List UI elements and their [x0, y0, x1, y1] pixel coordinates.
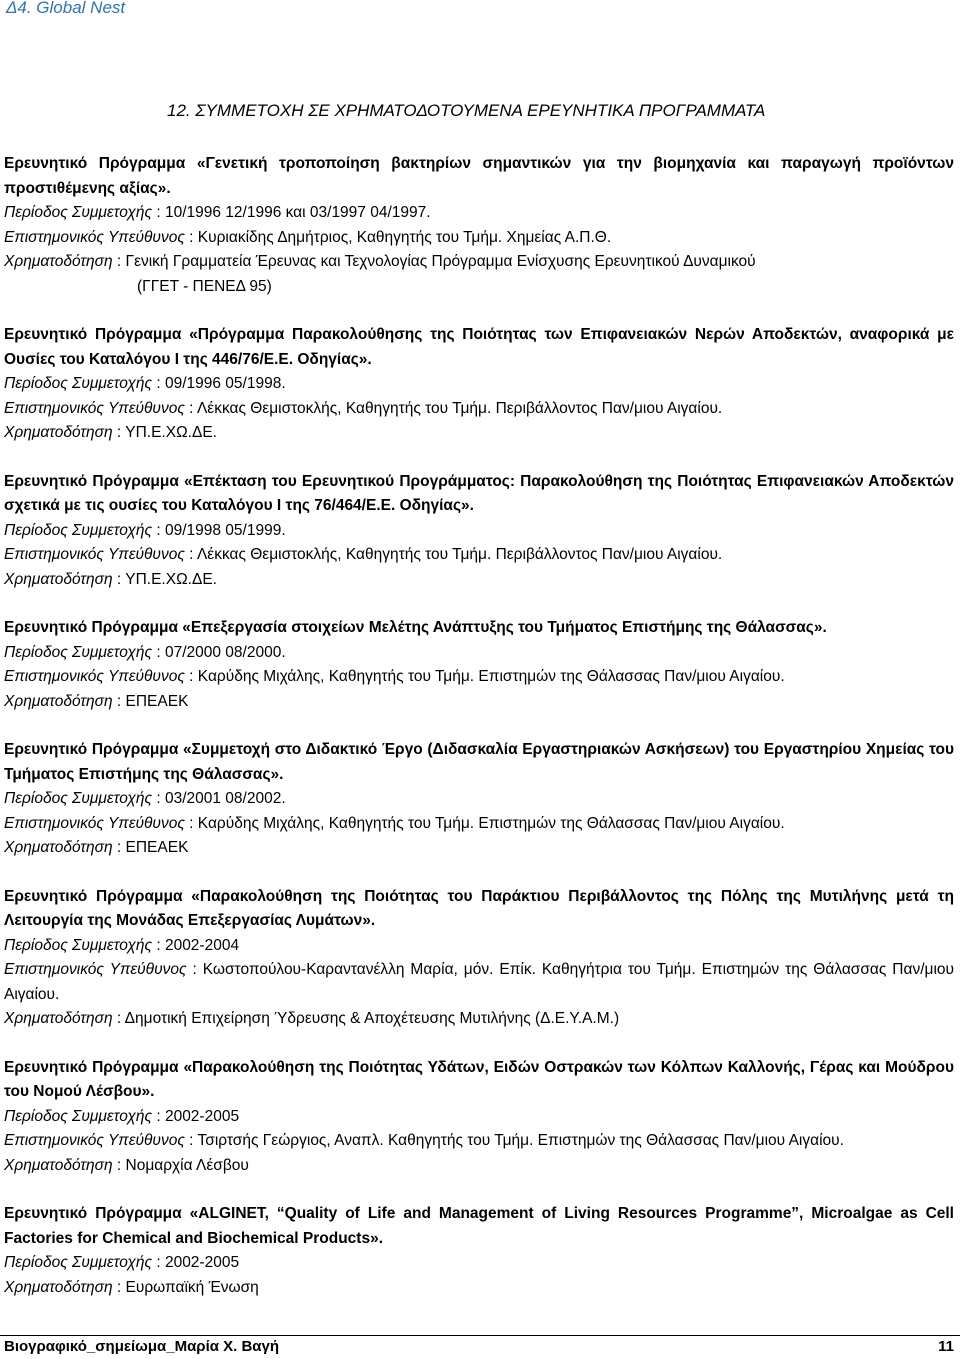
supervisor-value: : Καρύδης Μιχάλης, Καθηγητής του Τμήμ. Επιστημών της Θάλασσας Παν/μιου Αιγαίου.	[184, 668, 785, 685]
program-supervisor	[4, 665, 954, 690]
program-title: Ερευνητικό Πρόγραμμα «Γενετική τροποποίηση βακτηρίων σημαντικών για την βιομηχανία και παραγωγή προϊόντων προστιθέμενης αξίας».	[4, 155, 954, 197]
period-value: : 2002-2005	[152, 1254, 240, 1271]
funding-value: : Δημοτική Επιχείρηση Ύδρευσης & Αποχέτευσης Μυτιλήνης (Δ.Ε.Υ.Α.Μ.)	[112, 1010, 620, 1027]
supervisor-value: : Λέκκας Θεμιστοκλής, Καθηγητής του Τμήμ. Περιβάλλοντος Παν/μιου Αιγαίου.	[184, 546, 723, 563]
program-supervisor	[4, 812, 954, 837]
funding-value: : ΥΠ.Ε.ΧΩ.ΔΕ.	[112, 570, 217, 588]
funding-extra: (ΓΓΕΤ - ΠΕΝΕΔ 95)	[137, 277, 272, 295]
period-value: : 03/2001 08/2002.	[152, 790, 286, 807]
period-label: Περίοδος Συμμετοχής	[4, 1107, 153, 1125]
period-label: Περίοδος Συμμετοχής	[4, 643, 153, 661]
period-value: : 07/2000 08/2000.	[152, 643, 286, 661]
program-entry	[4, 738, 954, 861]
period-label: Περίοδος Συμμετοχής	[4, 936, 153, 954]
supervisor-value: : Κωστοπούλου-Καραντανέλλη Μαρία, μόν. Επίκ. Καθηγήτρια του Τμήμ. Επιστημών της Θάλασσας Παν/μιου Αιγαίου.	[4, 961, 954, 1003]
program-funding	[4, 1007, 954, 1032]
funding-label: Χρηματοδότηση	[4, 1010, 113, 1027]
footer-document-name: Βιογραφικό_σημείωμα_Μαρία Χ. Βαγή	[4, 1338, 280, 1355]
period-value: : 09/1996 05/1998.	[152, 375, 286, 392]
program-funding	[4, 568, 954, 593]
supervisor-label: Επιστημονικός Υπεύθυνος	[4, 1132, 185, 1149]
period-value: : 2002-2005	[152, 1107, 240, 1125]
program-title: Ερευνητικό Πρόγραμμα «Παρακολούθηση της Ποιότητας του Παράκτιου Περιβάλλοντος της Πόλης της Μυτιλήνης μετά τη Λειτουργία της Μονάδας Επεξεργασίας Λυμάτων».	[4, 887, 954, 929]
program-period	[4, 1251, 954, 1276]
period-label: Περίοδος Συμμετοχής	[4, 790, 153, 807]
program-period	[4, 934, 954, 959]
period-label: Περίοδος Συμμετοχής	[4, 375, 153, 392]
funding-label: Χρηματοδότηση	[4, 253, 113, 270]
supervisor-label: Επιστημονικός Υπεύθυνος	[4, 399, 185, 417]
program-period	[4, 519, 954, 544]
funding-label: Χρηματοδότηση	[4, 570, 113, 588]
period-value: : 09/1998 05/1999.	[152, 521, 286, 539]
page-header: Δ4. Global Nest	[6, 0, 126, 17]
program-entry	[4, 1056, 954, 1179]
program-list	[4, 152, 954, 1324]
supervisor-value: : Τσιρτσής Γεώργιος, Αναπλ. Καθηγητής του Τμήμ. Επιστημών της Θάλασσας Παν/μιου Αιγαίου.	[184, 1132, 844, 1149]
program-funding	[4, 836, 954, 861]
program-title: Ερευνητικό Πρόγραμμα «Επέκταση του Ερευνητικού Προγράμματος: Παρακολούθηση της Ποιότητας Επιφανειακών Αποδεκτών σχετικά με τις ουσίες του Καταλόγου Ι της 76/464/Ε.Ε. Οδηγίας».	[4, 472, 954, 514]
period-label: Περίοδος Συμμετοχής	[4, 204, 153, 221]
funding-value: : ΕΠΕΑΕΚ	[112, 839, 189, 856]
program-supervisor	[4, 226, 954, 251]
section-title: 12. ΣΥΜΜΕΤΟΧΗ ΣΕ ΧΡΗΜΑΤΟΔΟΤΟΥΜΕΝΑ ΕΡΕΥΝΗΤΙΚΑ ΠΡΟΓΡΑΜΜΑΤΑ	[167, 101, 766, 120]
funding-label: Χρηματοδότηση	[4, 1278, 113, 1296]
supervisor-label: Επιστημονικός Υπεύθυνος	[4, 228, 185, 246]
program-period	[4, 641, 954, 666]
program-supervisor	[4, 543, 954, 568]
funding-value: : Ευρωπαϊκή Ένωση	[112, 1278, 259, 1296]
program-funding	[4, 1154, 954, 1179]
period-label: Περίοδος Συμμετοχής	[4, 521, 153, 539]
supervisor-value: : Καρύδης Μιχάλης, Καθηγητής του Τμήμ. Επιστημών της Θάλασσας Παν/μιου Αιγαίου.	[184, 814, 785, 832]
supervisor-value: : Κυριακίδης Δημήτριος, Καθηγητής του Τμήμ. Χημείας Α.Π.Θ.	[184, 228, 612, 246]
program-entry	[4, 470, 954, 593]
program-entry	[4, 152, 954, 299]
program-period	[4, 201, 954, 226]
program-entry	[4, 885, 954, 1032]
funding-value: : Γενική Γραμματεία Έρευνας και Τεχνολογίας Πρόγραμμα Ενίσχυσης Ερευνητικού Δυναμικού	[112, 253, 756, 270]
program-entry	[4, 1202, 954, 1300]
funding-label: Χρηματοδότηση	[4, 1156, 113, 1174]
program-title: Ερευνητικό Πρόγραμμα «Επεξεργασία στοιχείων Μελέτης Ανάπτυξης του Τμήματος Επιστήμης της Θάλασσας».	[4, 619, 827, 636]
period-label: Περίοδος Συμμετοχής	[4, 1254, 153, 1271]
period-value: : 2002-2004	[152, 936, 240, 954]
program-funding	[4, 1276, 954, 1301]
program-funding	[4, 250, 954, 275]
program-funding	[4, 421, 954, 446]
funding-value: : Νομαρχία Λέσβου	[112, 1156, 249, 1174]
program-title: Ερευνητικό Πρόγραμμα «Συμμετοχή στο Διδακτικό Έργο (Διδασκαλία Εργαστηριακών Ασκήσεων) του Εργαστηρίου Χημείας του Τμήματος Επιστήμης της Θάλασσας».	[4, 741, 954, 783]
program-entry	[4, 323, 954, 446]
page-footer	[4, 1338, 954, 1355]
program-funding	[4, 690, 954, 715]
program-supervisor	[4, 958, 954, 1007]
program-period	[4, 787, 954, 812]
funding-label: Χρηματοδότηση	[4, 424, 113, 441]
program-title: Ερευνητικό Πρόγραμμα «ALGINET, “Quality of Life and Management of Living Resources Programme”, Microalgae as Cell Factories for Chemical and Biochemical Products».	[4, 1205, 954, 1247]
program-period	[4, 1105, 954, 1130]
supervisor-label: Επιστημονικός Υπεύθυνος	[4, 546, 185, 563]
footer-divider	[0, 1335, 960, 1336]
program-supervisor	[4, 1129, 954, 1154]
program-title: Ερευνητικό Πρόγραμμα «Παρακολούθηση της Ποιότητας Υδάτων, Ειδών Οστρακών των Κόλπων Καλλονής, Γέρας και Μούδρου του Νομού Λέσβου».	[4, 1058, 954, 1100]
supervisor-label: Επιστημονικός Υπεύθυνος	[4, 814, 185, 832]
program-supervisor	[4, 397, 954, 422]
funding-value: : ΥΠ.Ε.ΧΩ.ΔΕ.	[112, 424, 217, 441]
program-entry	[4, 616, 954, 714]
program-title: Ερευνητικό Πρόγραμμα «Πρόγραμμα Παρακολούθησης της Ποιότητας των Επιφανειακών Νερών Αποδεκτών, αναφορικά με Ουσίες του Καταλόγου Ι της 446/76/Ε.Ε. Οδηγίας».	[4, 326, 954, 368]
program-period	[4, 372, 954, 397]
supervisor-value: : Λέκκας Θεμιστοκλής, Καθηγητής του Τμήμ. Περιβάλλοντος Παν/μιου Αιγαίου.	[184, 399, 723, 417]
funding-label: Χρηματοδότηση	[4, 839, 113, 856]
period-value: : 10/1996 12/1996 και 03/1997 04/1997.	[152, 204, 431, 221]
supervisor-label: Επιστημονικός Υπεύθυνος	[4, 961, 187, 978]
page-number: 11	[938, 1338, 954, 1355]
supervisor-label: Επιστημονικός Υπεύθυνος	[4, 668, 185, 685]
funding-value: : ΕΠΕΑΕΚ	[112, 692, 189, 710]
funding-label: Χρηματοδότηση	[4, 692, 113, 710]
